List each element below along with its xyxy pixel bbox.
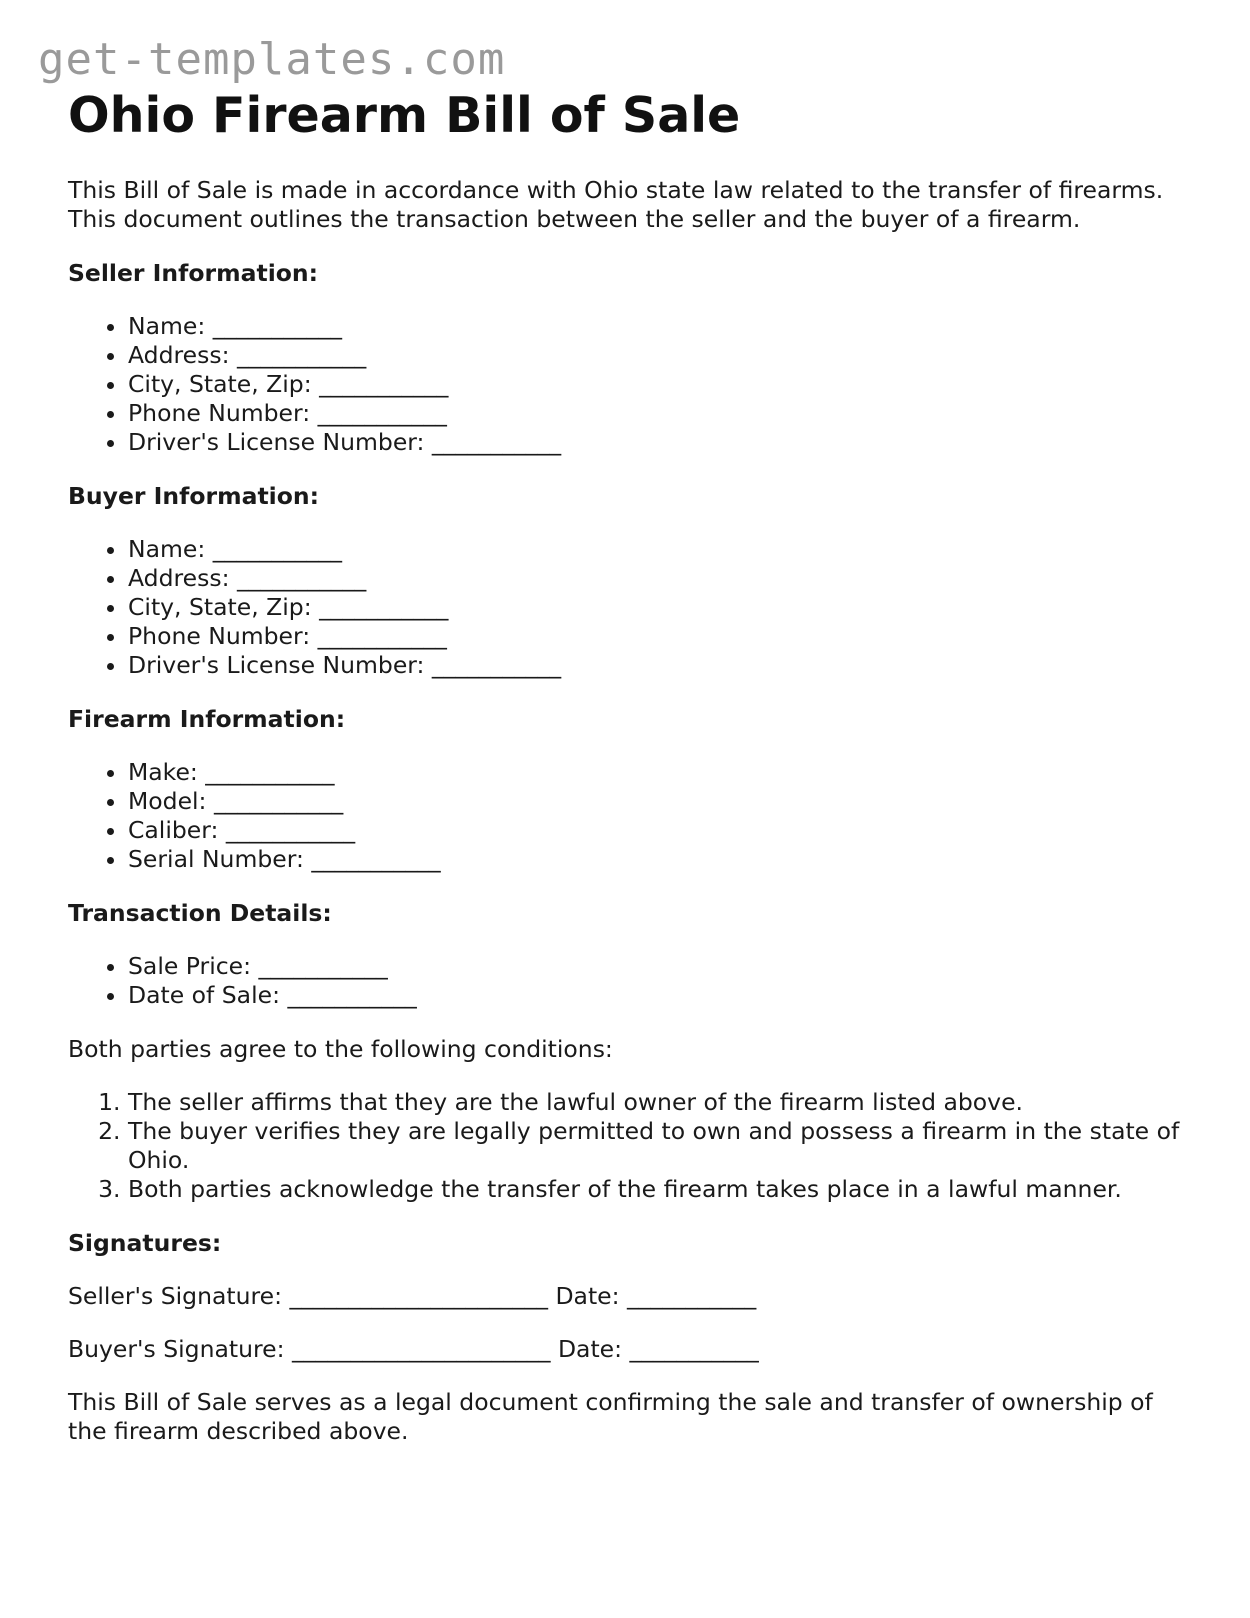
condition-item: 2. The buyer verifies they are legally permitted to own and possess a firearm in the state of Ohio. — [128, 1117, 1188, 1175]
transaction-heading: Transaction Details: — [68, 899, 332, 927]
seller-phone-field: • Phone Number: ___________ — [128, 399, 1188, 428]
buyer-phone-field: • Phone Number: ___________ — [128, 622, 1188, 651]
firearm-model-field: • Model: ___________ — [128, 787, 1188, 816]
buyer-heading: Buyer Information: — [68, 482, 320, 510]
watermark-text: get-templates.com — [38, 34, 506, 85]
conditions-list — [68, 1088, 1188, 1204]
sale-price-field: • Sale Price: ___________ — [128, 952, 1188, 981]
buyer-address-field: • Address: ___________ — [128, 564, 1188, 593]
intro-paragraph: This Bill of Sale is made in accordance with Ohio state law related to the transfer of firearms. This document outlines the transaction between the seller and the buyer of a firearm. — [68, 176, 1164, 233]
condition-item: 3. Both parties acknowledge the transfer of the firearm takes place in a lawful manner. — [128, 1175, 1188, 1204]
document-body — [68, 88, 1188, 1446]
buyer-fields-list — [68, 535, 1188, 680]
seller-heading: Seller Information: — [68, 259, 319, 287]
firearm-heading: Firearm Information: — [68, 705, 346, 733]
seller-address-field: • Address: ___________ — [128, 341, 1188, 370]
condition-item: 1. The seller affirms that they are the lawful owner of the firearm listed above. — [128, 1088, 1188, 1117]
seller-name-field: • Name: ___________ — [128, 312, 1188, 341]
firearm-fields-list — [68, 758, 1188, 874]
seller-city-state-zip-field: • City, State, Zip: ___________ — [128, 370, 1188, 399]
seller-signature-line: Seller's Signature: ______________________ Date: ___________ — [68, 1282, 757, 1310]
closing-paragraph: This Bill of Sale serves as a legal document confirming the sale and transfer of ownership of the firearm described above. — [68, 1388, 1153, 1445]
firearm-serial-field: • Serial Number: ___________ — [128, 845, 1188, 874]
sale-date-field: • Date of Sale: ___________ — [128, 981, 1188, 1010]
buyer-city-state-zip-field: • City, State, Zip: ___________ — [128, 593, 1188, 622]
seller-fields-list — [68, 312, 1188, 457]
signatures-heading: Signatures: — [68, 1229, 222, 1257]
buyer-signature-line: Buyer's Signature: ______________________ Date: ___________ — [68, 1335, 759, 1363]
buyer-name-field: • Name: ___________ — [128, 535, 1188, 564]
firearm-make-field: • Make: ___________ — [128, 758, 1188, 787]
firearm-caliber-field: • Caliber: ___________ — [128, 816, 1188, 845]
seller-license-field: • Driver's License Number: ___________ — [128, 428, 1188, 457]
transaction-fields-list — [68, 952, 1188, 1010]
conditions-lead: Both parties agree to the following conditions: — [68, 1035, 613, 1063]
buyer-license-field: • Driver's License Number: ___________ — [128, 651, 1188, 680]
page-title: Ohio Firearm Bill of Sale — [68, 87, 741, 144]
